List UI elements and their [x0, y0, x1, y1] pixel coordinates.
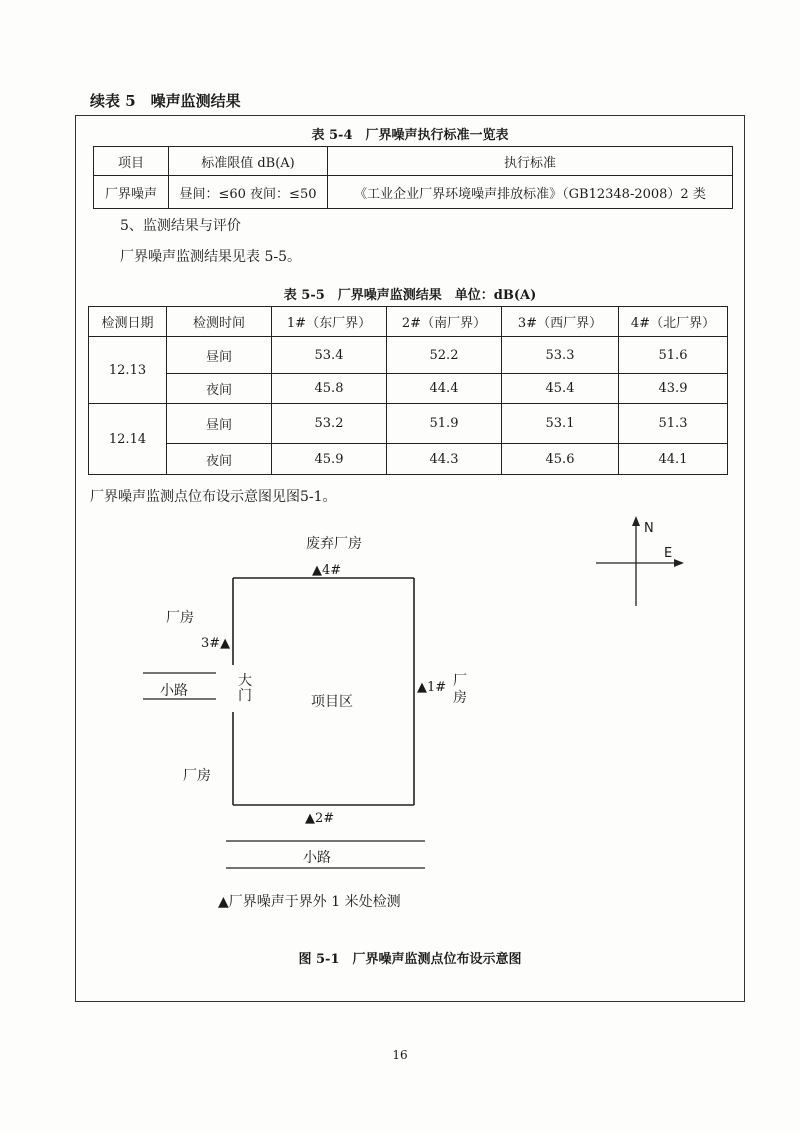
header-time: 检测时间: [167, 307, 272, 337]
project-area-label: 项目区: [311, 694, 353, 710]
left-road-label: 小路: [160, 683, 188, 699]
value-cell: 53.2: [272, 404, 387, 444]
monitoring-point-1: ▲1#: [417, 680, 447, 695]
figure-reference: 厂界噪声监测点位布设示意图见图5-1。: [90, 489, 337, 505]
value-cell: 51.6: [619, 337, 728, 374]
continued-table-title: 续表 5 噪声监测结果: [90, 92, 241, 110]
cell-standard: 《工业企业厂界环境噪声排放标准》（GB12348-2008）2 类: [328, 176, 733, 209]
west-plant-lower-label: 厂房: [183, 768, 211, 784]
header-east: 1#（东厂界）: [272, 307, 387, 337]
period-cell: 夜间: [167, 444, 272, 475]
period-cell: 昼间: [167, 404, 272, 444]
value-cell: 53.3: [502, 337, 619, 374]
diagram-note: ▲厂界噪声于界外 1 米处检测: [218, 894, 401, 910]
header-limit: 标准限值 dB(A): [169, 147, 328, 176]
value-cell: 53.1: [502, 404, 619, 444]
gate-label-1: 大: [238, 673, 252, 689]
west-plant-upper-label: 厂房: [166, 610, 194, 626]
period-cell: 昼间: [167, 337, 272, 374]
monitoring-point-2: ▲2#: [305, 811, 335, 826]
date-cell: 12.14: [89, 404, 167, 475]
east-plant-label-1: 厂: [453, 673, 467, 689]
period-cell: 夜间: [167, 374, 272, 404]
cell-item: 厂界噪声: [94, 176, 169, 209]
cell-limit: 昼间：≤60 夜间：≤50: [169, 176, 328, 209]
bottom-road-label: 小路: [303, 850, 331, 866]
north-arrow-icon: [632, 516, 640, 526]
value-cell: 51.9: [387, 404, 502, 444]
date-cell: 12.13: [89, 337, 167, 404]
section-heading: 5、监测结果与评价: [120, 218, 241, 234]
monitoring-point-4: ▲4#: [312, 563, 342, 578]
east-plant-label-2: 房: [453, 690, 467, 706]
value-cell: 44.1: [619, 444, 728, 475]
value-cell: 52.2: [387, 337, 502, 374]
figure-5-1-caption: 图 5-1 厂界噪声监测点位布设示意图: [298, 952, 522, 967]
gate-label-2: 门: [238, 688, 252, 704]
intro-paragraph: 厂界噪声监测结果见表 5-5。: [120, 249, 301, 265]
monitoring-point-3: 3#▲: [201, 636, 231, 651]
header-south: 2#（南厂界）: [387, 307, 502, 337]
north-label: N: [644, 521, 654, 536]
value-cell: 45.6: [502, 444, 619, 475]
header-standard: 执行标准: [328, 147, 733, 176]
header-west: 3#（西厂界）: [502, 307, 619, 337]
header-item: 项目: [94, 147, 169, 176]
value-cell: 51.3: [619, 404, 728, 444]
value-cell: 44.4: [387, 374, 502, 404]
value-cell: 53.4: [272, 337, 387, 374]
value-cell: 44.3: [387, 444, 502, 475]
east-arrow-icon: [674, 559, 684, 567]
header-date: 检测日期: [89, 307, 167, 337]
value-cell: 45.8: [272, 374, 387, 404]
table-5-4-caption: 表 5-4 厂界噪声执行标准一览表: [311, 128, 509, 143]
value-cell: 45.9: [272, 444, 387, 475]
abandoned-plant-label: 废弃厂房: [306, 536, 362, 552]
east-label: E: [664, 546, 673, 561]
value-cell: 45.4: [502, 374, 619, 404]
value-cell: 43.9: [619, 374, 728, 404]
header-north: 4#（北厂界）: [619, 307, 728, 337]
table-5-5-caption: 表 5-5 厂界噪声监测结果 单位：dB(A): [283, 288, 537, 303]
page-number: 16: [392, 1048, 408, 1062]
